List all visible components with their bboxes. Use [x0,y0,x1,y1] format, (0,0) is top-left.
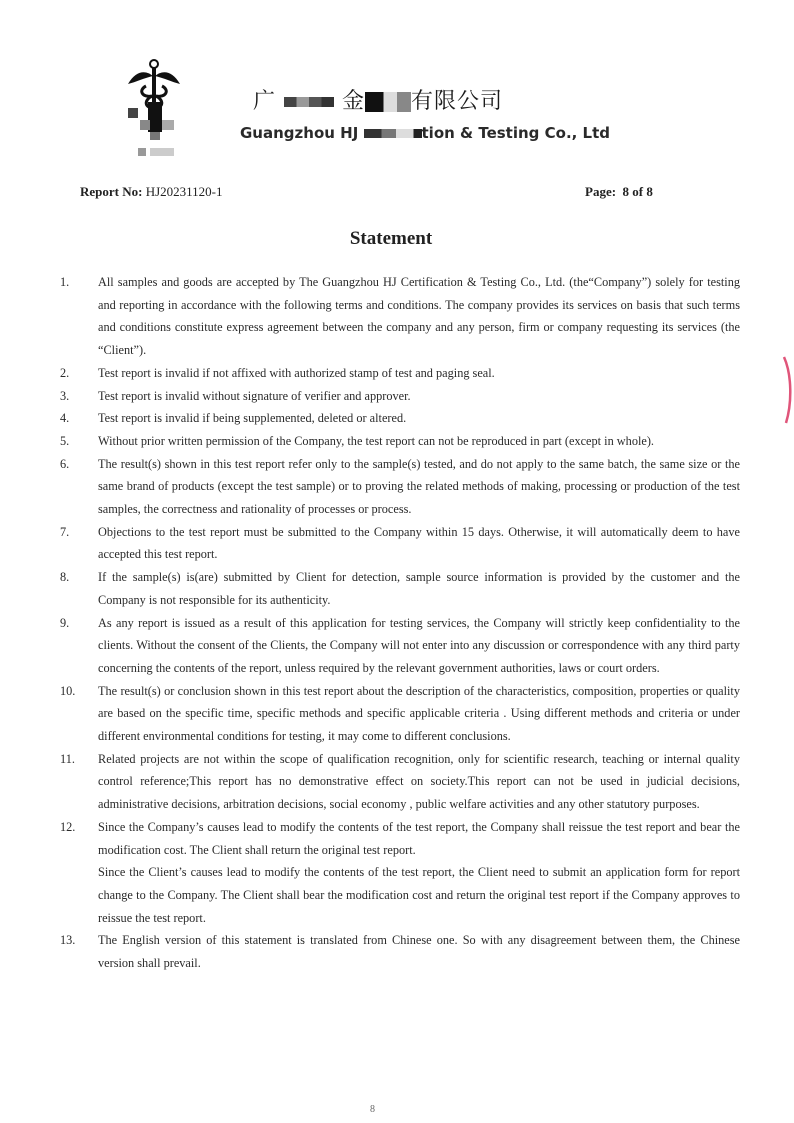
company-name-cn-part: 有限公司 [411,89,504,114]
statement-item-text [98,929,740,974]
statement-item-number: 12. [60,819,76,834]
redaction-block [148,102,162,132]
company-logo [124,58,184,162]
statement-list [60,271,740,975]
company-name-cn [253,84,503,115]
statement-item-text [98,521,740,566]
page-label: Page: [585,184,617,199]
statement-item-number: 2. [60,365,70,380]
statement-item [60,680,740,748]
statement-item-number: 1. [60,275,70,289]
statement-item-text [98,271,740,362]
statement-item-number: 5. [60,433,70,448]
seal-edge-mark [780,355,794,425]
statement-paragraph: As any report is issued as a result of this application for testing services, the Company will strictly keep confidentiality to the clients. Without the consent of the Clients, the Company will not enter into any discussion or correspondence with any third party concerning the contents of the report, unless required by the relevant government authorities, laws or court orders. [98,615,740,675]
statement-item-text [98,430,740,453]
statement-paragraph: Test report is invalid if not affixed with authorized stamp of test and paging seal. [98,365,495,380]
statement-item [60,385,740,408]
statement-item-number: 6. [60,456,70,471]
statement-item-number: 4. [60,411,70,426]
page-indicator [585,184,653,200]
company-name-en-suffix: tion & Testing Co., Ltd [421,124,611,142]
company-name-en-prefix: Guangzhou HJ [240,124,359,142]
report-number [80,184,223,200]
statement-item-text [98,385,740,408]
statement-paragraph: Objections to the test report must be submitted to the Company within 15 days. Otherwise, it will automatically deem to have accepted this test report. [98,524,740,562]
report-number-label: Report No: [80,184,143,199]
redaction-block [140,120,150,130]
statement-item-text [98,680,740,748]
redaction-block [150,148,174,156]
redaction-block [365,92,411,112]
redaction-block [138,148,146,156]
statement-item-number: 8. [60,570,70,585]
document-title: Statement [349,228,433,249]
statement-paragraph: All samples and goods are accepted by The Guangzhou HJ Certification & Testing Co., Ltd. (the“Company”) solely for testing and reporting in accordance with the following terms and conditions. The company provides its services on basis that such terms and conditions constitute express agreement between the company and any person, firm or company requesting its services (the “Client”). [98,275,740,358]
statement-item [60,407,740,430]
statement-item-number: 3. [60,388,70,403]
statement-item [60,748,740,816]
statement-item-text [98,612,740,680]
redaction-block [128,108,138,118]
statement-paragraph: The result(s) or conclusion shown in this test report about the description of the characteristics, composition, properties or quality are based on the specific time, specific methods and specific applicable criteria . Using different methods and criteria or under different environmental conditions for testing, it may come to different conclusions. [98,683,740,744]
company-name-cn-part: 广 [253,89,277,114]
statement-paragraph: Test report is invalid if being supplemented, deleted or altered. [98,411,407,426]
statement-item [60,612,740,680]
statement-item [60,521,740,566]
statement-item-number: 10. [60,683,76,698]
redaction-block [162,120,174,130]
statement-paragraph: The result(s) shown in this test report refer only to the sample(s) tested, and do not apply to the same batch, the same size or the same brand of products (except the test sample) or to proving the related methods of making, processing or production of the test samples, the correctness and rationality of processes or process. [98,456,740,517]
company-name-cn-part: 金 [342,89,366,114]
statement-item [60,566,740,611]
statement-paragraph: Since the Client’s causes lead to modify the contents of the test report, the Client need to submit an application form for report change to the Company. The Client shall bear the modification cost and return the original test report if the Company approves to reissue the test report. [98,865,740,925]
page-footer-number: 8 [370,1104,375,1115]
redaction-block [364,129,422,138]
statement-item [60,929,740,974]
company-name-en [240,124,610,142]
statement-paragraph: If the sample(s) is(are) submitted by Client for detection, sample source information is provided by the customer and the Company is not responsible for its authenticity. [98,570,740,607]
statement-item-text [98,816,740,930]
statement-item [60,816,740,930]
statement-item-number: 7. [60,524,70,539]
redaction-block [284,97,334,107]
statement-item-text [98,748,740,816]
statement-item-number: 13. [60,933,76,948]
statement-paragraph: Test report is invalid without signature of verifier and approver. [98,388,411,403]
statement-item-text [98,453,740,521]
page-value: 8 of 8 [622,184,653,199]
statement-paragraph: Since the Company’s causes lead to modify the contents of the test report, the Company shall reissue the test report and bear the modification cost. The Client shall return the original test report. [98,819,740,857]
redaction-block [150,132,160,140]
statement-item-text [98,407,740,430]
statement-paragraph: Without prior written permission of the Company, the test report can not be reproduced in part (except in whole). [98,433,655,448]
statement-item-number: 9. [60,615,70,630]
statement-item-text [98,566,740,611]
statement-paragraph: The English version of this statement is translated from Chinese one. So with any disagreement between them, the Chinese version shall prevail. [98,933,740,971]
statement-item [60,362,740,385]
statement-item-number: 11. [60,751,75,766]
statement-item [60,430,740,453]
statement-item [60,271,740,362]
report-number-value: HJ20231120-1 [145,184,223,199]
statement-item-text [98,362,740,385]
statement-paragraph: Related projects are not within the scope of qualification recognition, only for scientific research, teaching or internal quality control reference;This report has no demonstrative effect on society.This report can not be used in judicial decisions, administrative decisions, arbitration decisions, social economy , public welfare activities and any other statutory purposes. [98,751,740,812]
statement-item [60,453,740,521]
